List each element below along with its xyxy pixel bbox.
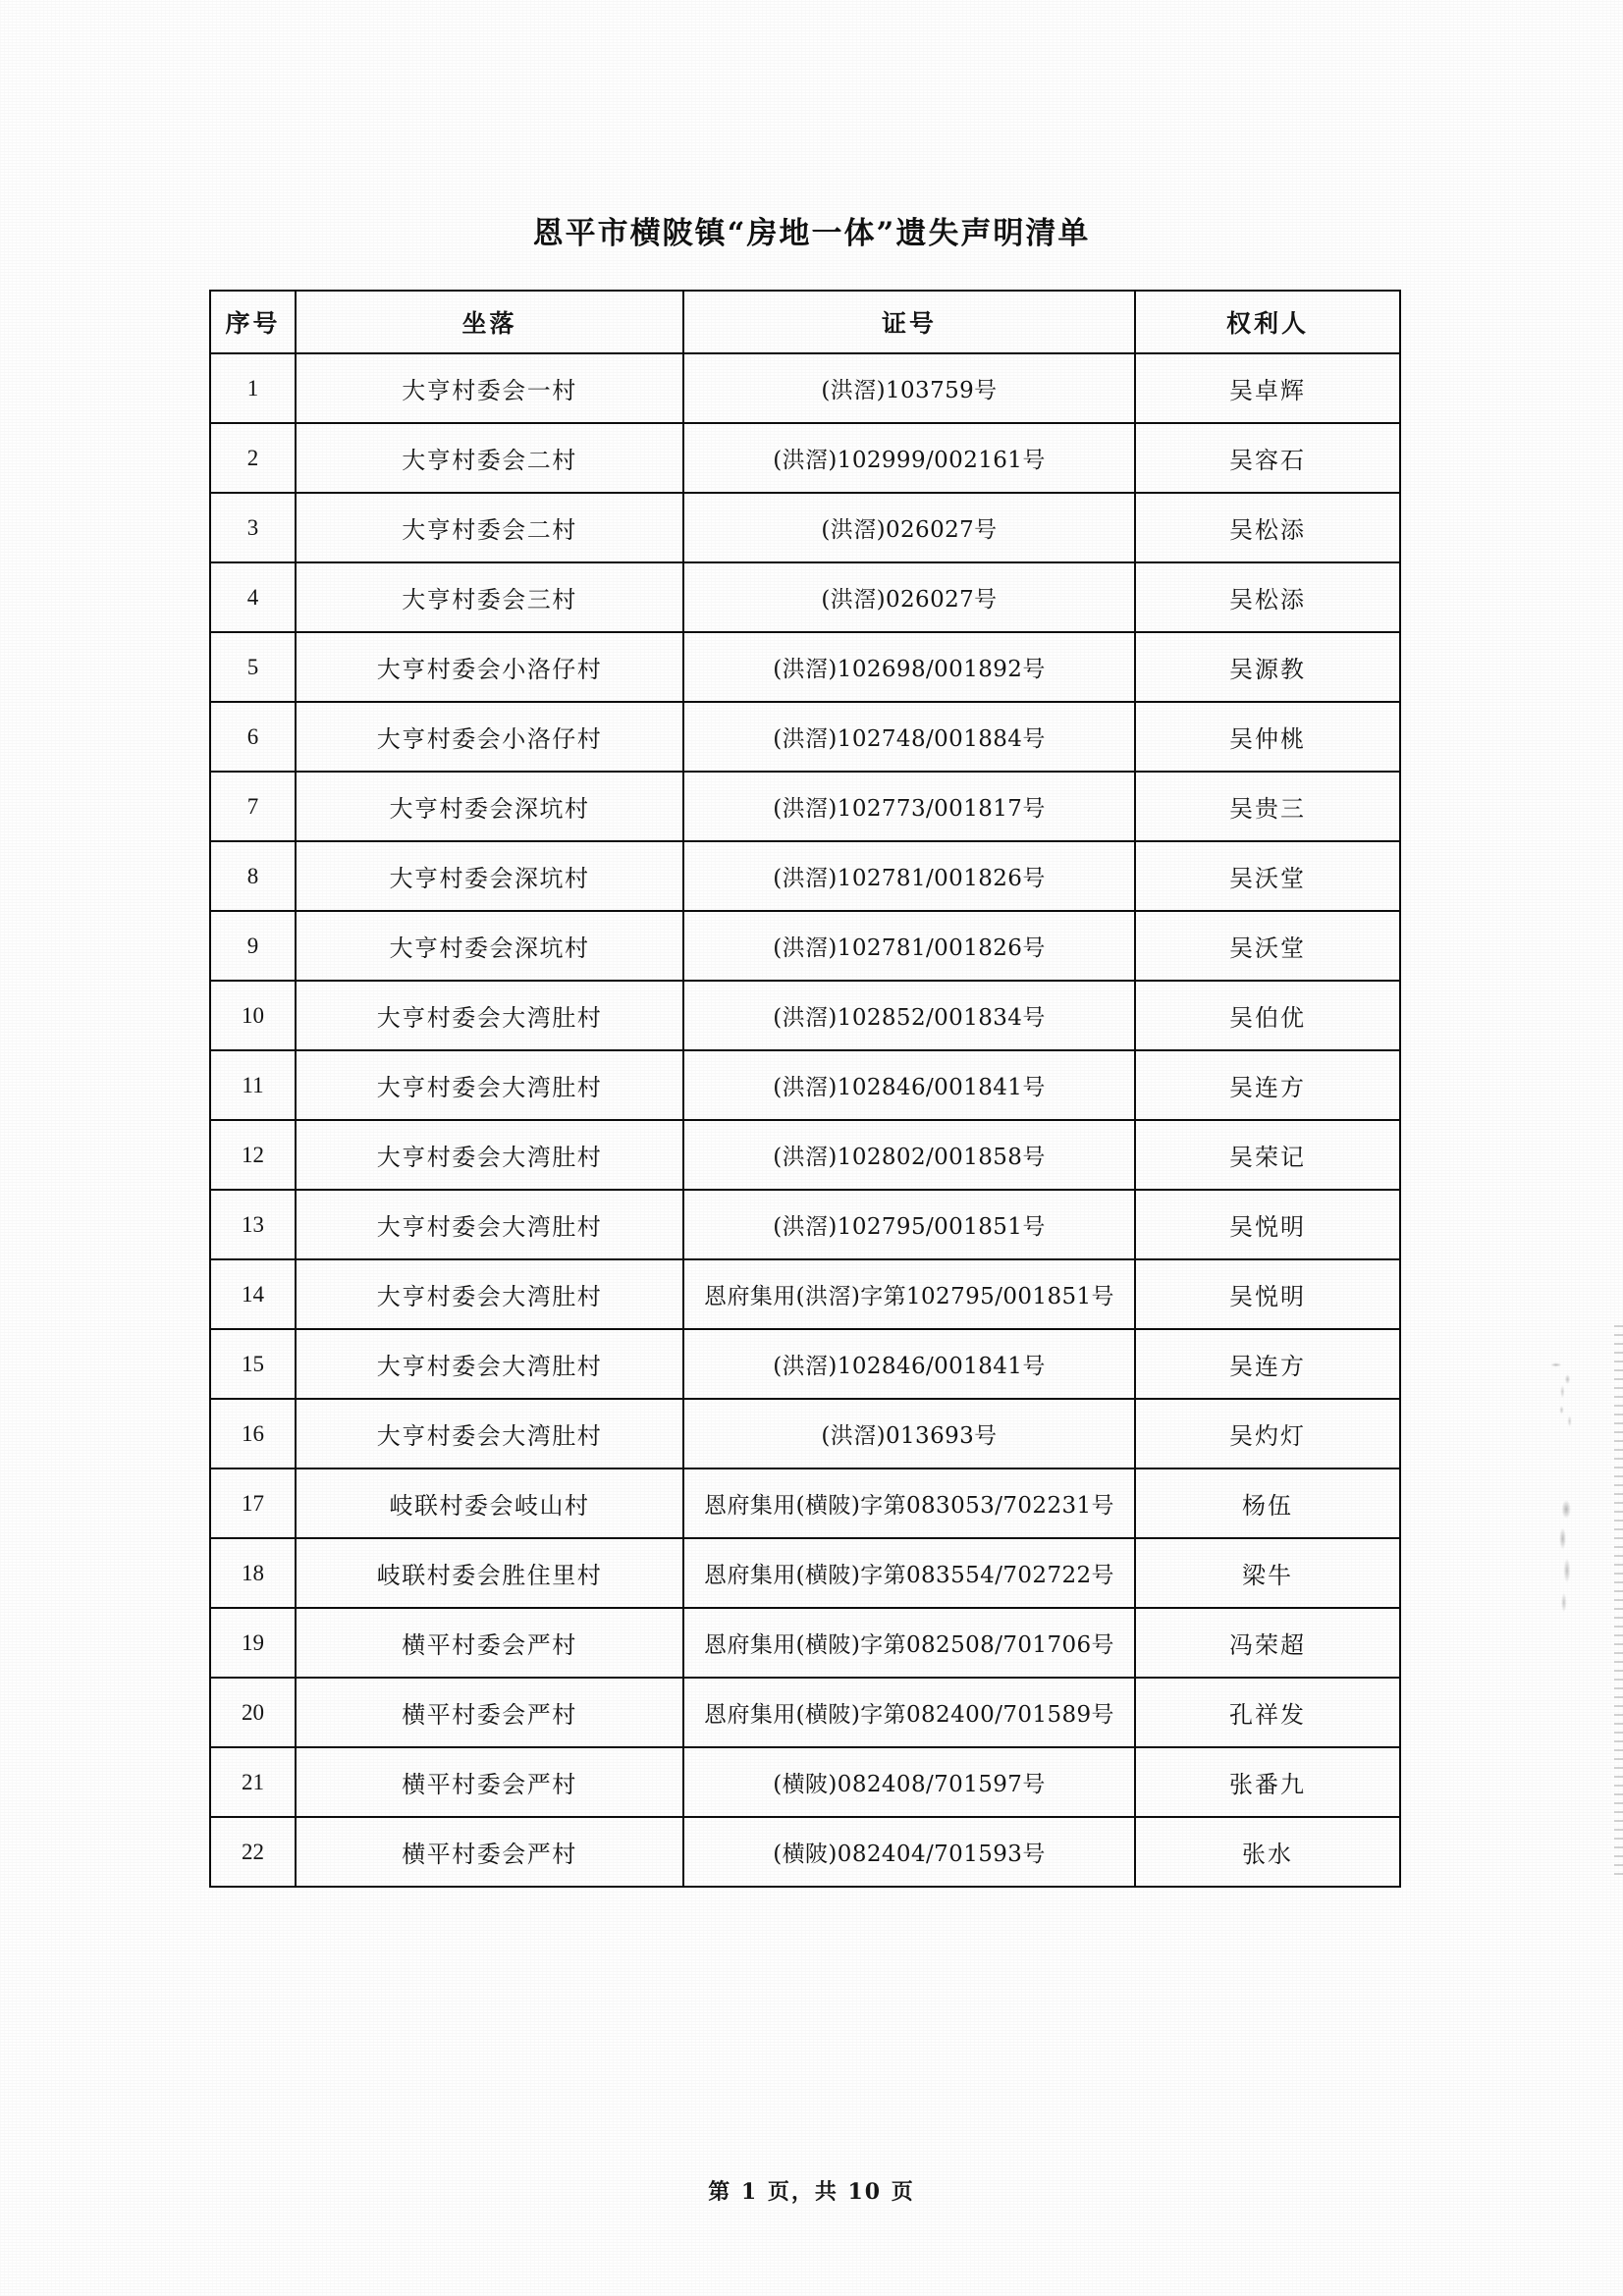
row-certificate-number: (洪滘)102999/002161号 [683, 423, 1135, 493]
row-certificate-number: (洪滘)102846/001841号 [683, 1050, 1135, 1120]
row-sequence-number: 16 [210, 1399, 296, 1468]
row-location: 岐联村委会岐山村 [296, 1468, 683, 1538]
row-certificate-number: 恩府集用(横陂)字第082508/701706号 [683, 1608, 1135, 1678]
table-row [210, 1050, 1400, 1120]
row-certificate-number: (洪滘)102781/001826号 [683, 911, 1135, 981]
table-row [210, 1399, 1400, 1468]
row-owner-name: 吴沃堂 [1135, 841, 1400, 911]
row-location: 大亨村委会深坑村 [296, 772, 683, 841]
table-row [210, 1608, 1400, 1678]
row-owner-name: 吴松添 [1135, 493, 1400, 562]
row-certificate-number: (洪滘)103759号 [683, 353, 1135, 423]
row-sequence-number: 18 [210, 1538, 296, 1608]
row-certificate-number: (洪滘)026027号 [683, 562, 1135, 632]
row-owner-name: 吴灼灯 [1135, 1399, 1400, 1468]
row-certificate-number: (洪滘)102781/001826号 [683, 841, 1135, 911]
row-location: 大亨村委会大湾肚村 [296, 1050, 683, 1120]
row-certificate-number: (洪滘)026027号 [683, 493, 1135, 562]
row-certificate-number: (洪滘)013693号 [683, 1399, 1135, 1468]
declaration-list-table [209, 290, 1401, 1888]
row-sequence-number: 3 [210, 493, 296, 562]
table-row [210, 1259, 1400, 1329]
table-row [210, 1747, 1400, 1817]
row-sequence-number: 10 [210, 981, 296, 1050]
row-location: 大亨村委会二村 [296, 493, 683, 562]
row-certificate-number: 恩府集用(横陂)字第083053/702231号 [683, 1468, 1135, 1538]
declaration-list-table-container [209, 290, 1399, 1888]
table-row [210, 702, 1400, 772]
table-row [210, 353, 1400, 423]
table-row [210, 772, 1400, 841]
row-owner-name: 吴悦明 [1135, 1259, 1400, 1329]
row-owner-name: 吴源教 [1135, 632, 1400, 702]
scan-smudge-artifact [1553, 1497, 1577, 1620]
row-owner-name: 吴荣记 [1135, 1120, 1400, 1190]
row-sequence-number: 2 [210, 423, 296, 493]
row-sequence-number: 20 [210, 1678, 296, 1747]
row-certificate-number: (横陂)082404/701593号 [683, 1817, 1135, 1887]
row-owner-name: 吴连方 [1135, 1329, 1400, 1399]
row-certificate-number: (洪滘)102852/001834号 [683, 981, 1135, 1050]
row-sequence-number: 15 [210, 1329, 296, 1399]
row-owner-name: 孔祥发 [1135, 1678, 1400, 1747]
row-owner-name: 杨伍 [1135, 1468, 1400, 1538]
row-certificate-number: (洪滘)102773/001817号 [683, 772, 1135, 841]
row-sequence-number: 21 [210, 1747, 296, 1817]
row-location: 横平村委会严村 [296, 1608, 683, 1678]
table-row [210, 981, 1400, 1050]
table-row [210, 1678, 1400, 1747]
row-location: 横平村委会严村 [296, 1817, 683, 1887]
table-row [210, 841, 1400, 911]
row-certificate-number: 恩府集用(洪滘)字第102795/001851号 [683, 1259, 1135, 1329]
row-sequence-number: 7 [210, 772, 296, 841]
row-owner-name: 吴伯优 [1135, 981, 1400, 1050]
row-location: 大亨村委会大湾肚村 [296, 981, 683, 1050]
page-title: 恩平市横陂镇“房地一体”遗失声明清单 [532, 216, 1091, 251]
column-header-certificate: 证号 [683, 291, 1135, 353]
row-sequence-number: 5 [210, 632, 296, 702]
row-sequence-number: 13 [210, 1190, 296, 1259]
column-header-location: 坐落 [296, 291, 683, 353]
table-row [210, 1468, 1400, 1538]
row-owner-name: 张番九 [1135, 1747, 1400, 1817]
row-sequence-number: 12 [210, 1120, 296, 1190]
row-certificate-number: (横陂)082408/701597号 [683, 1747, 1135, 1817]
page-footer: 第 1 页，共 10 页 [708, 2179, 915, 2205]
row-location: 大亨村委会深坑村 [296, 841, 683, 911]
row-sequence-number: 1 [210, 353, 296, 423]
row-certificate-number: (洪滘)102698/001892号 [683, 632, 1135, 702]
row-owner-name: 吴仲桃 [1135, 702, 1400, 772]
row-sequence-number: 22 [210, 1817, 296, 1887]
row-sequence-number: 14 [210, 1259, 296, 1329]
scan-edge-speckle [1614, 1325, 1623, 1875]
row-sequence-number: 9 [210, 911, 296, 981]
row-owner-name: 吴松添 [1135, 562, 1400, 632]
table-row [210, 1190, 1400, 1259]
table-row [210, 911, 1400, 981]
row-sequence-number: 17 [210, 1468, 296, 1538]
row-location: 岐联村委会胜住里村 [296, 1538, 683, 1608]
column-header-owner: 权利人 [1135, 291, 1400, 353]
row-owner-name: 吴卓辉 [1135, 353, 1400, 423]
table-body [210, 353, 1400, 1887]
row-sequence-number: 11 [210, 1050, 296, 1120]
scan-smudge-artifact [1548, 1357, 1574, 1398]
row-location: 大亨村委会大湾肚村 [296, 1120, 683, 1190]
row-location: 横平村委会严村 [296, 1678, 683, 1747]
row-certificate-number: (洪滘)102795/001851号 [683, 1190, 1135, 1259]
row-location: 大亨村委会大湾肚村 [296, 1329, 683, 1399]
row-certificate-number: 恩府集用(横陂)字第082400/701589号 [683, 1678, 1135, 1747]
row-location: 大亨村委会小洛仔村 [296, 632, 683, 702]
row-location: 大亨村委会三村 [296, 562, 683, 632]
table-row [210, 1329, 1400, 1399]
column-header-sequence: 序号 [210, 291, 296, 353]
table-header-row [210, 291, 1400, 353]
table-header [210, 291, 1400, 353]
row-location: 横平村委会严村 [296, 1747, 683, 1817]
row-owner-name: 吴贵三 [1135, 772, 1400, 841]
row-owner-name: 吴连方 [1135, 1050, 1400, 1120]
row-sequence-number: 19 [210, 1608, 296, 1678]
table-row [210, 1120, 1400, 1190]
row-location: 大亨村委会大湾肚村 [296, 1399, 683, 1468]
row-sequence-number: 8 [210, 841, 296, 911]
row-sequence-number: 6 [210, 702, 296, 772]
table-row [210, 1538, 1400, 1608]
row-owner-name: 梁牛 [1135, 1538, 1400, 1608]
row-owner-name: 吴悦明 [1135, 1190, 1400, 1259]
row-owner-name: 冯荣超 [1135, 1608, 1400, 1678]
row-owner-name: 吴容石 [1135, 423, 1400, 493]
row-location: 大亨村委会一村 [296, 353, 683, 423]
table-row [210, 632, 1400, 702]
table-row [210, 493, 1400, 562]
row-certificate-number: 恩府集用(横陂)字第083554/702722号 [683, 1538, 1135, 1608]
table-row [210, 1817, 1400, 1887]
table-row [210, 423, 1400, 493]
row-location: 大亨村委会大湾肚村 [296, 1259, 683, 1329]
row-certificate-number: (洪滘)102802/001858号 [683, 1120, 1135, 1190]
row-location: 大亨村委会小洛仔村 [296, 702, 683, 772]
scan-smudge-artifact [1556, 1399, 1578, 1436]
row-owner-name: 吴沃堂 [1135, 911, 1400, 981]
row-location: 大亨村委会大湾肚村 [296, 1190, 683, 1259]
row-sequence-number: 4 [210, 562, 296, 632]
row-location: 大亨村委会二村 [296, 423, 683, 493]
row-certificate-number: (洪滘)102748/001884号 [683, 702, 1135, 772]
row-certificate-number: (洪滘)102846/001841号 [683, 1329, 1135, 1399]
table-row [210, 562, 1400, 632]
row-location: 大亨村委会深坑村 [296, 911, 683, 981]
row-owner-name: 张水 [1135, 1817, 1400, 1887]
